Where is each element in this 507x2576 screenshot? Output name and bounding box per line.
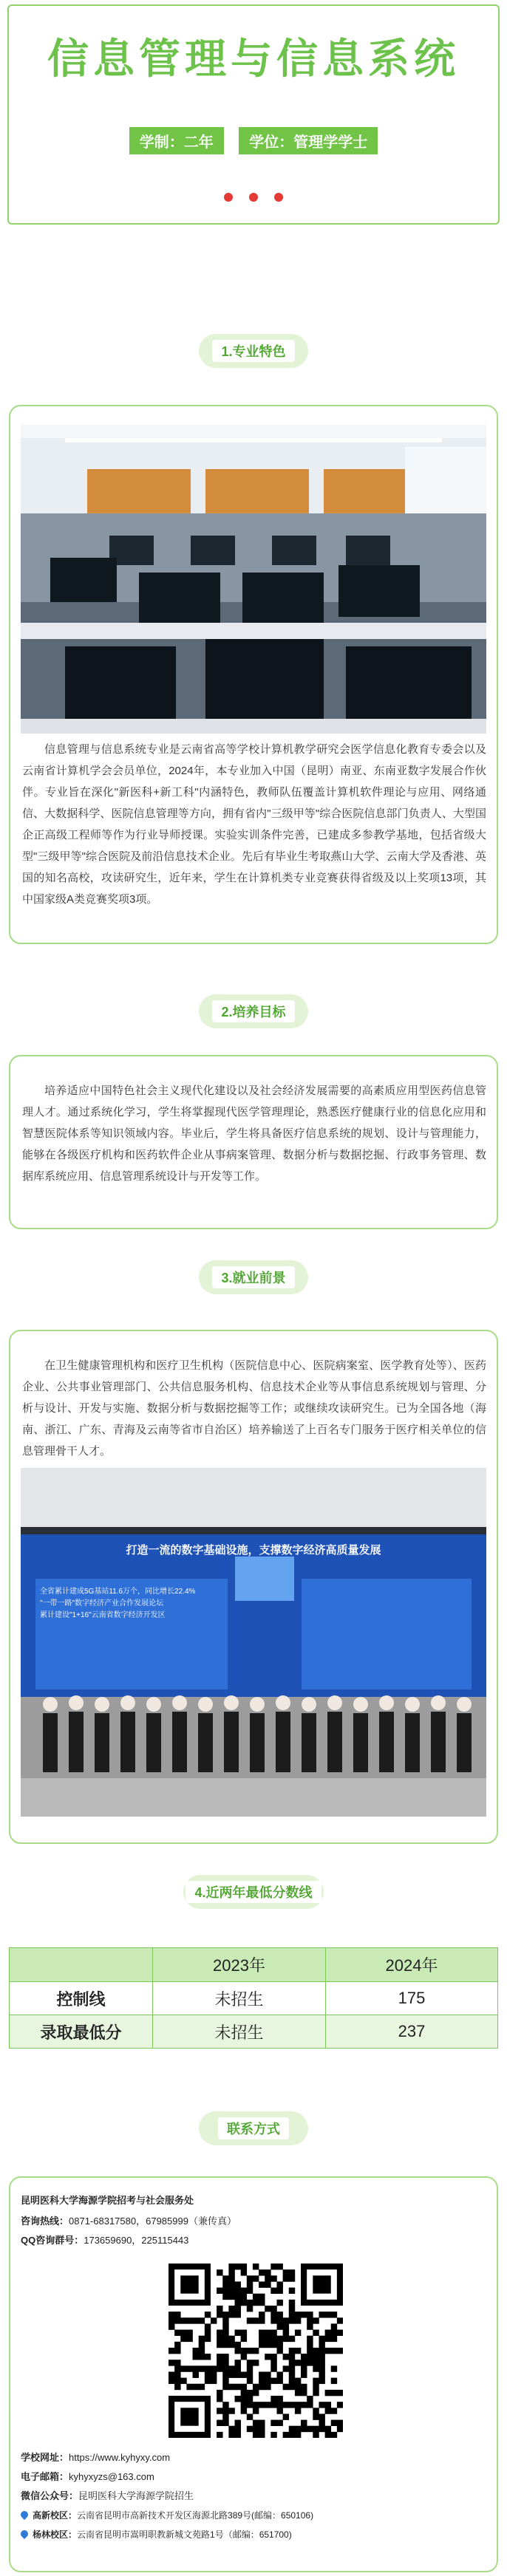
table-cell: 未招生: [153, 2015, 326, 2049]
contact-email-row: [21, 2469, 154, 2483]
site-label: 学校网址：: [21, 2452, 69, 2463]
score-table: [9, 1947, 498, 2049]
dot-icon: [249, 193, 258, 202]
section-heading-features: [199, 334, 308, 368]
computer-lab-photo: [21, 425, 486, 734]
banner-line: 全省累计建成5G基站11.6万个，同比增长22.4%: [40, 1588, 196, 1596]
wechat-label: 微信公众号：: [21, 2490, 79, 2501]
jobs-text: 在卫生健康管理机构和医疗卫生机构（医院信息中心、医院病案室、医学教育处等）、医药企业、公共事业管理部门、公共信息服务机构、信息技术企业等从事信息系统规划与管理、分析与设计、开发与实施、数据分析与数据挖掘等工作；或继续攻读研究生。已为全国各地（海南、浙江、广东、青海及云南等省市自治区）培养输送了上百名专门服务于医疗相关单位的信息管理骨干人才。: [22, 1359, 486, 1458]
address-1-value: 云南省昆明市高新技术开发区海源北路389号(邮编：650106): [77, 2510, 314, 2521]
table-header-cell: 2024年: [326, 1948, 498, 1982]
section-heading-label: 联系方式: [218, 2117, 289, 2139]
computer-lab-illustration: [21, 425, 486, 734]
dot-icon: [224, 193, 233, 202]
section-heading-goals: [199, 994, 308, 1028]
section-heading-label: 4.近两年最低分数线: [186, 1881, 321, 1903]
contact-wechat-row: [21, 2488, 194, 2502]
table-header-cell: 2023年: [153, 1948, 326, 1982]
contact-org: [21, 2193, 194, 2207]
qq-label: QQ咨询群号：: [21, 2235, 84, 2246]
section-heading-scores: [183, 1875, 324, 1909]
table-cell: 175: [326, 1982, 498, 2015]
degree-tag: 学位：管理学学士: [239, 127, 378, 154]
table-header-cell: [10, 1948, 153, 1982]
decorative-dots: [9, 192, 498, 205]
qq-value: 173659690，225115443: [84, 2235, 189, 2246]
phone-value: 0871-68317580，67985999（兼传真）: [69, 2215, 237, 2227]
wechat-value: 昆明医科大学海源学院招生: [78, 2490, 194, 2501]
address-2-label: 杨林校区：: [33, 2529, 78, 2540]
contact-address-2: [21, 2528, 292, 2541]
contact-site-row: [21, 2450, 170, 2464]
group-photo-illustration: [21, 1468, 486, 1817]
goals-text: 培养适应中国特色社会主义现代化建设以及社会经济发展需要的高素质应用型医药信息管理人才。通过系统化学习，学生将掌握现代医学管理理论，熟悉医疗健康行业的信息化应用和智慧医院体系等知识领域内容。毕业后，学生将具备医疗信息系统的规划、设计与管理能力，能够在各级医疗机构和医药软件企业从事病案管理、数据分析与数据挖掘、行政事务管理、数据库系统应用、信息管理系统设计与开发等工作。: [22, 1084, 486, 1183]
qr-code: [169, 2264, 343, 2438]
section-heading-label: 3.就业前景: [212, 1266, 294, 1288]
table-row: [10, 2015, 498, 2049]
contact-address-1: [21, 2509, 313, 2521]
table-cell: 237: [326, 2015, 498, 2049]
banner-title: 打造一流的数字基础设施，支撑数字经济高质量发展: [126, 1544, 381, 1557]
email-label: 电子邮箱：: [21, 2471, 69, 2482]
address-2-value: 云南省昆明市嵩明职教新城文苑路1号（邮编：651700): [77, 2529, 292, 2540]
table-row: [10, 1982, 498, 2015]
contact-phone-row: [21, 2213, 237, 2227]
section-heading-label: 2.培养目标: [212, 1000, 294, 1022]
section-heading-label: 1.专业特色: [212, 340, 294, 362]
group-photo: [21, 1468, 486, 1817]
contact-card: [9, 2176, 498, 2572]
phone-label: 咨询热线：: [21, 2215, 69, 2227]
address-1-label: 高新校区：: [33, 2510, 78, 2521]
section-heading-contact: [199, 2111, 308, 2145]
page-title: 信息管理与信息系统: [47, 35, 460, 83]
table-cell: 未招生: [153, 1982, 326, 2015]
tag-row: [9, 127, 498, 154]
qr-code-graphic: [169, 2264, 343, 2438]
header-card: [7, 4, 500, 225]
goals-card: [9, 1055, 498, 1229]
table-cell: 控制线: [10, 1982, 153, 2015]
banner-line: "一带一路"数字经济产业合作发展论坛: [40, 1599, 164, 1608]
table-cell: 录取最低分: [10, 2015, 153, 2049]
dot-icon: [274, 193, 283, 202]
contact-org-label: 昆明医科大学海源学院招考与社会服务处: [21, 2195, 194, 2206]
features-text: 信息管理与信息系统专业是云南省高等学校计算机教学研究会医学信息化教育专委会以及云南省计算机学会会员单位，2024年，本专业加入中国（昆明）南亚、东南亚数字发展合作伙伴。专业旨在深化"新医科+新工科"内涵特色，教师队伍覆盖计算机软件理论与应用、网络通信、大数据科学、医院信息管理等方向，拥有省内"三级甲等"综合医院信息部门负责人、大型国企正高级工程师等作为行业导师授课。实验实训条件完善，已建成多参教学基地，包括省级大型"三级甲等"综合医院及前沿信息技术企业。先后有毕业生考取燕山大学、云南大学及香港、英国的知名高校，攻读研究生，近年来，学生在计算机类专业竞赛获得省级及以上奖项13项，其中国家级A类竞赛奖项3项。: [22, 743, 486, 906]
duration-tag: 学制：二年: [129, 127, 224, 154]
banner-line: 累计建设"1+16"云南省数字经济开发区: [40, 1611, 166, 1619]
table-header-row: [10, 1948, 498, 1982]
section-heading-jobs: [199, 1260, 308, 1294]
contact-qq-row: [21, 2232, 188, 2247]
email-link[interactable]: kyhyxyzs@163.com: [69, 2471, 154, 2482]
banner-text-block: [40, 1586, 225, 1622]
site-link[interactable]: https://www.kyhyxy.com: [69, 2452, 171, 2463]
location-pin-icon: [19, 2529, 30, 2539]
location-pin-icon: [19, 2510, 30, 2520]
